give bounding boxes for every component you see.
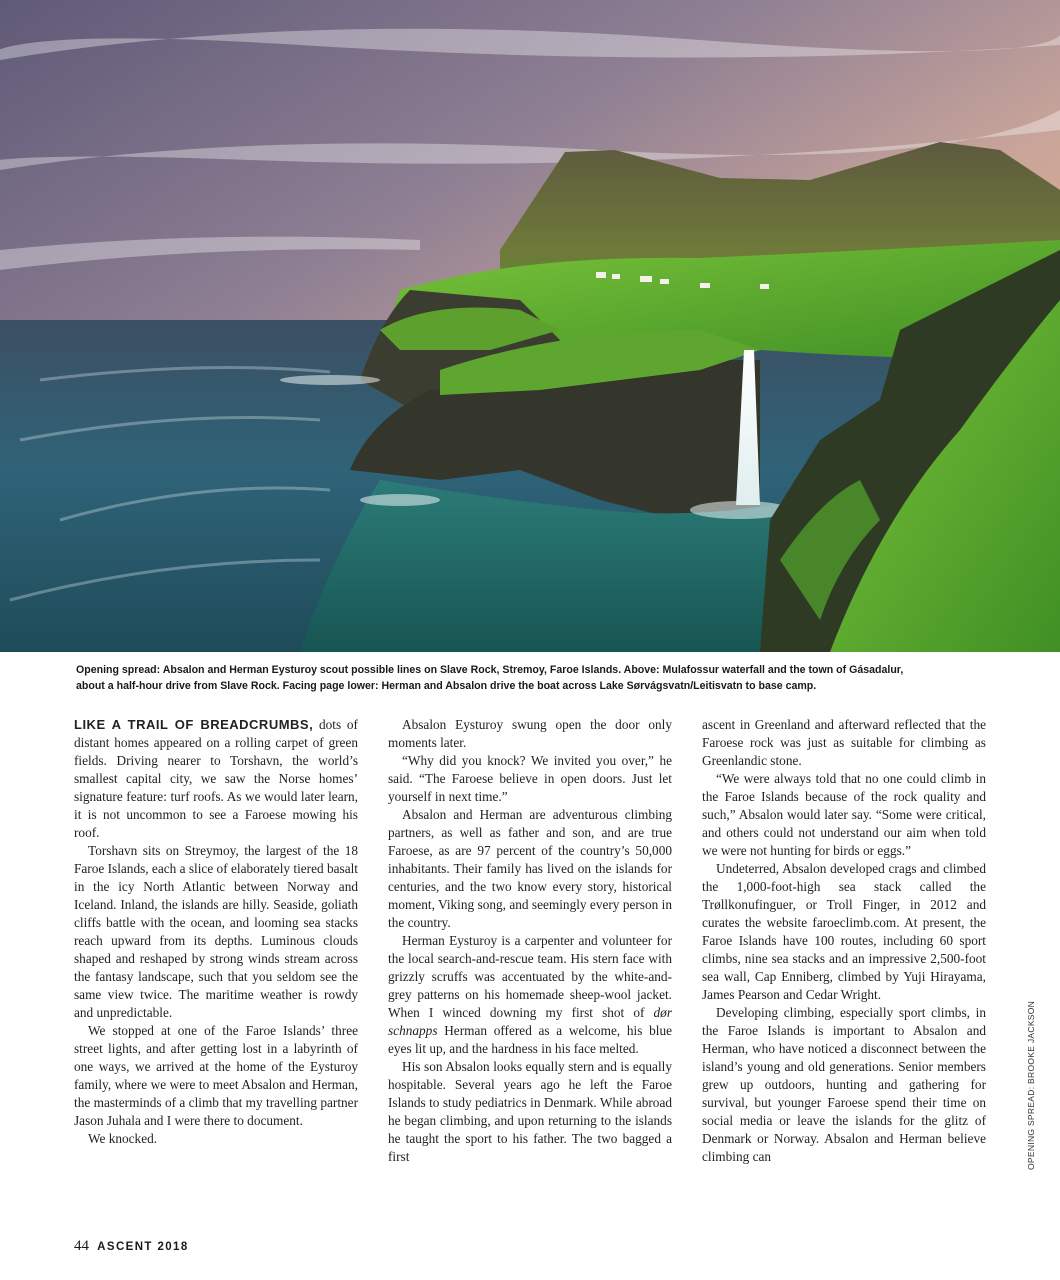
paragraph xyxy=(74,716,358,842)
paragraph: His son Absalon looks equally stern and is equally hospitable. Several years ago he left the Faroe Islands to study pediatrics in Denmark. While abroad he began climbing, and upon returning to the islands he taught the sport to his father. The two bagged a first xyxy=(388,1059,672,1164)
paragraph: Absalon Eysturoy swung open the door only moments later. xyxy=(388,717,672,750)
paragraph: ascent in Greenland and afterward reflected that the Faroese rock was just as suitable for climbing as Greenlandic stone. xyxy=(702,717,986,768)
lede-text: LIKE A TRAIL OF BREADCRUMBS, xyxy=(74,717,314,732)
paragraph-text: Herman offered as a welcome, his blue eyes lit up, and the hardness in his face melted. xyxy=(388,1023,672,1056)
photo-credit: OPENING SPREAD: BROOKE JACKSON xyxy=(1026,1000,1036,1170)
italic-term: dør schnapps xyxy=(388,1005,672,1038)
article-column-3 xyxy=(702,716,986,1166)
paragraph: We knocked. xyxy=(88,1131,158,1146)
magazine-name: ASCENT 2018 xyxy=(97,1241,189,1253)
page-number: 44 xyxy=(74,1238,89,1254)
paragraph: “Why did you knock? We invited you over,” he said. “The Faroese believe in open doors. Just let yourself in next time.” xyxy=(388,753,672,804)
paragraph xyxy=(388,932,672,1058)
paragraph-text: dots of distant homes appeared on a rolling carpet of green fields. Driving nearer to Torshavn, the world’s smallest capital city, we saw the Norse homes’ signature feature: turf roofs. As we would later learn, it is not uncommon to see a Faroese mowing his roof. xyxy=(74,717,358,840)
paragraph-text: Herman Eysturoy is a carpenter and volunteer for the local search-and-rescue team. His stern face with grizzly scruffs was accentuated by the white-and-grey patterns on his homemade sheep-wool jacket. When I winced downing my first shot of xyxy=(388,933,672,1020)
article-column-1 xyxy=(74,716,358,1148)
caption-line-1: Opening spread: Absalon and Herman Eysturoy scout possible lines on Slave Rock, Stremoy, Faroe Islands. Above: Mulafossur waterfall and the town of Gásadalur, xyxy=(76,664,904,676)
page-folio xyxy=(74,1238,189,1255)
paragraph: “We were always told that no one could climb in the Faroe Islands because of the rock quality and such,” Absalon would later say. “Some were critical, and others could not understand our aim when told we were not hunting for birds or eggs.” xyxy=(702,771,986,858)
paragraph: Torshavn sits on Streymoy, the largest of the 18 Faroe Islands, each a slice of elaborately tiered basalt in the icy North Atlantic between Norway and Iceland. Inland, the islands are hilly. Seaside, goliath cliffs battle with the ocean, and looming sea stacks reach upward from its depths. Luminous clouds shaped and reshaped by strong winds stream across the fantasy landscape, such that you seldom see the same view twice. The maritime weather is rowdy and unpredictable. xyxy=(74,843,358,1020)
photo-caption xyxy=(76,662,986,694)
paragraph: Absalon and Herman are adventurous climbing partners, as well as father and son, and are true Faroese, as are 97 percent of the country’s 50,000 inhabitants. Their family has lived on the islands for centuries, and the two know every story, historical moment, Viking song, and seemingly every person in the country. xyxy=(388,807,672,930)
article-column-2 xyxy=(388,716,672,1166)
paragraph: We stopped at one of the Faroe Islands’ three street lights, and after getting lost in a labyrinth of one ways, we arrived at the home of the Eysturoy family, where we were to meet Absalon and Herman, the masterminds of a climb that my travelling partner Jason Juhala and I were there to document. xyxy=(74,1023,358,1128)
paragraph: Developing climbing, especially sport climbs, in the Faroe Islands is important to Absalon and Herman, who have noticed a disconnect between the island’s young and old generations. Senior members grew up outdoors, hunting and gathering for survival, but younger Faroese spend their time on social media or leave the islands for the glitz of Denmark or Norway. Absalon and Herman believe climbing can xyxy=(702,1005,986,1164)
caption-line-2: about a half-hour drive from Slave Rock. Facing page lower: Herman and Absalon drive the boat across Lake Sørvágsvatn/Leitisvatn to base camp. xyxy=(76,680,817,692)
paragraph: Undeterred, Absalon developed crags and climbed the 1,000-foot-high sea stack called the Trøllkonufinguer, or Troll Finger, in 2012 and curates the website faroeclimb.com. At present, the Faroe Islands have 100 routes, including 60 sport climbs, nine sea stacks and an impressive 2,500-foot sea wall, Cap Enniberg, climbed by Yuji Hirayama, James Pearson and Cedar Wright. xyxy=(702,861,986,1002)
